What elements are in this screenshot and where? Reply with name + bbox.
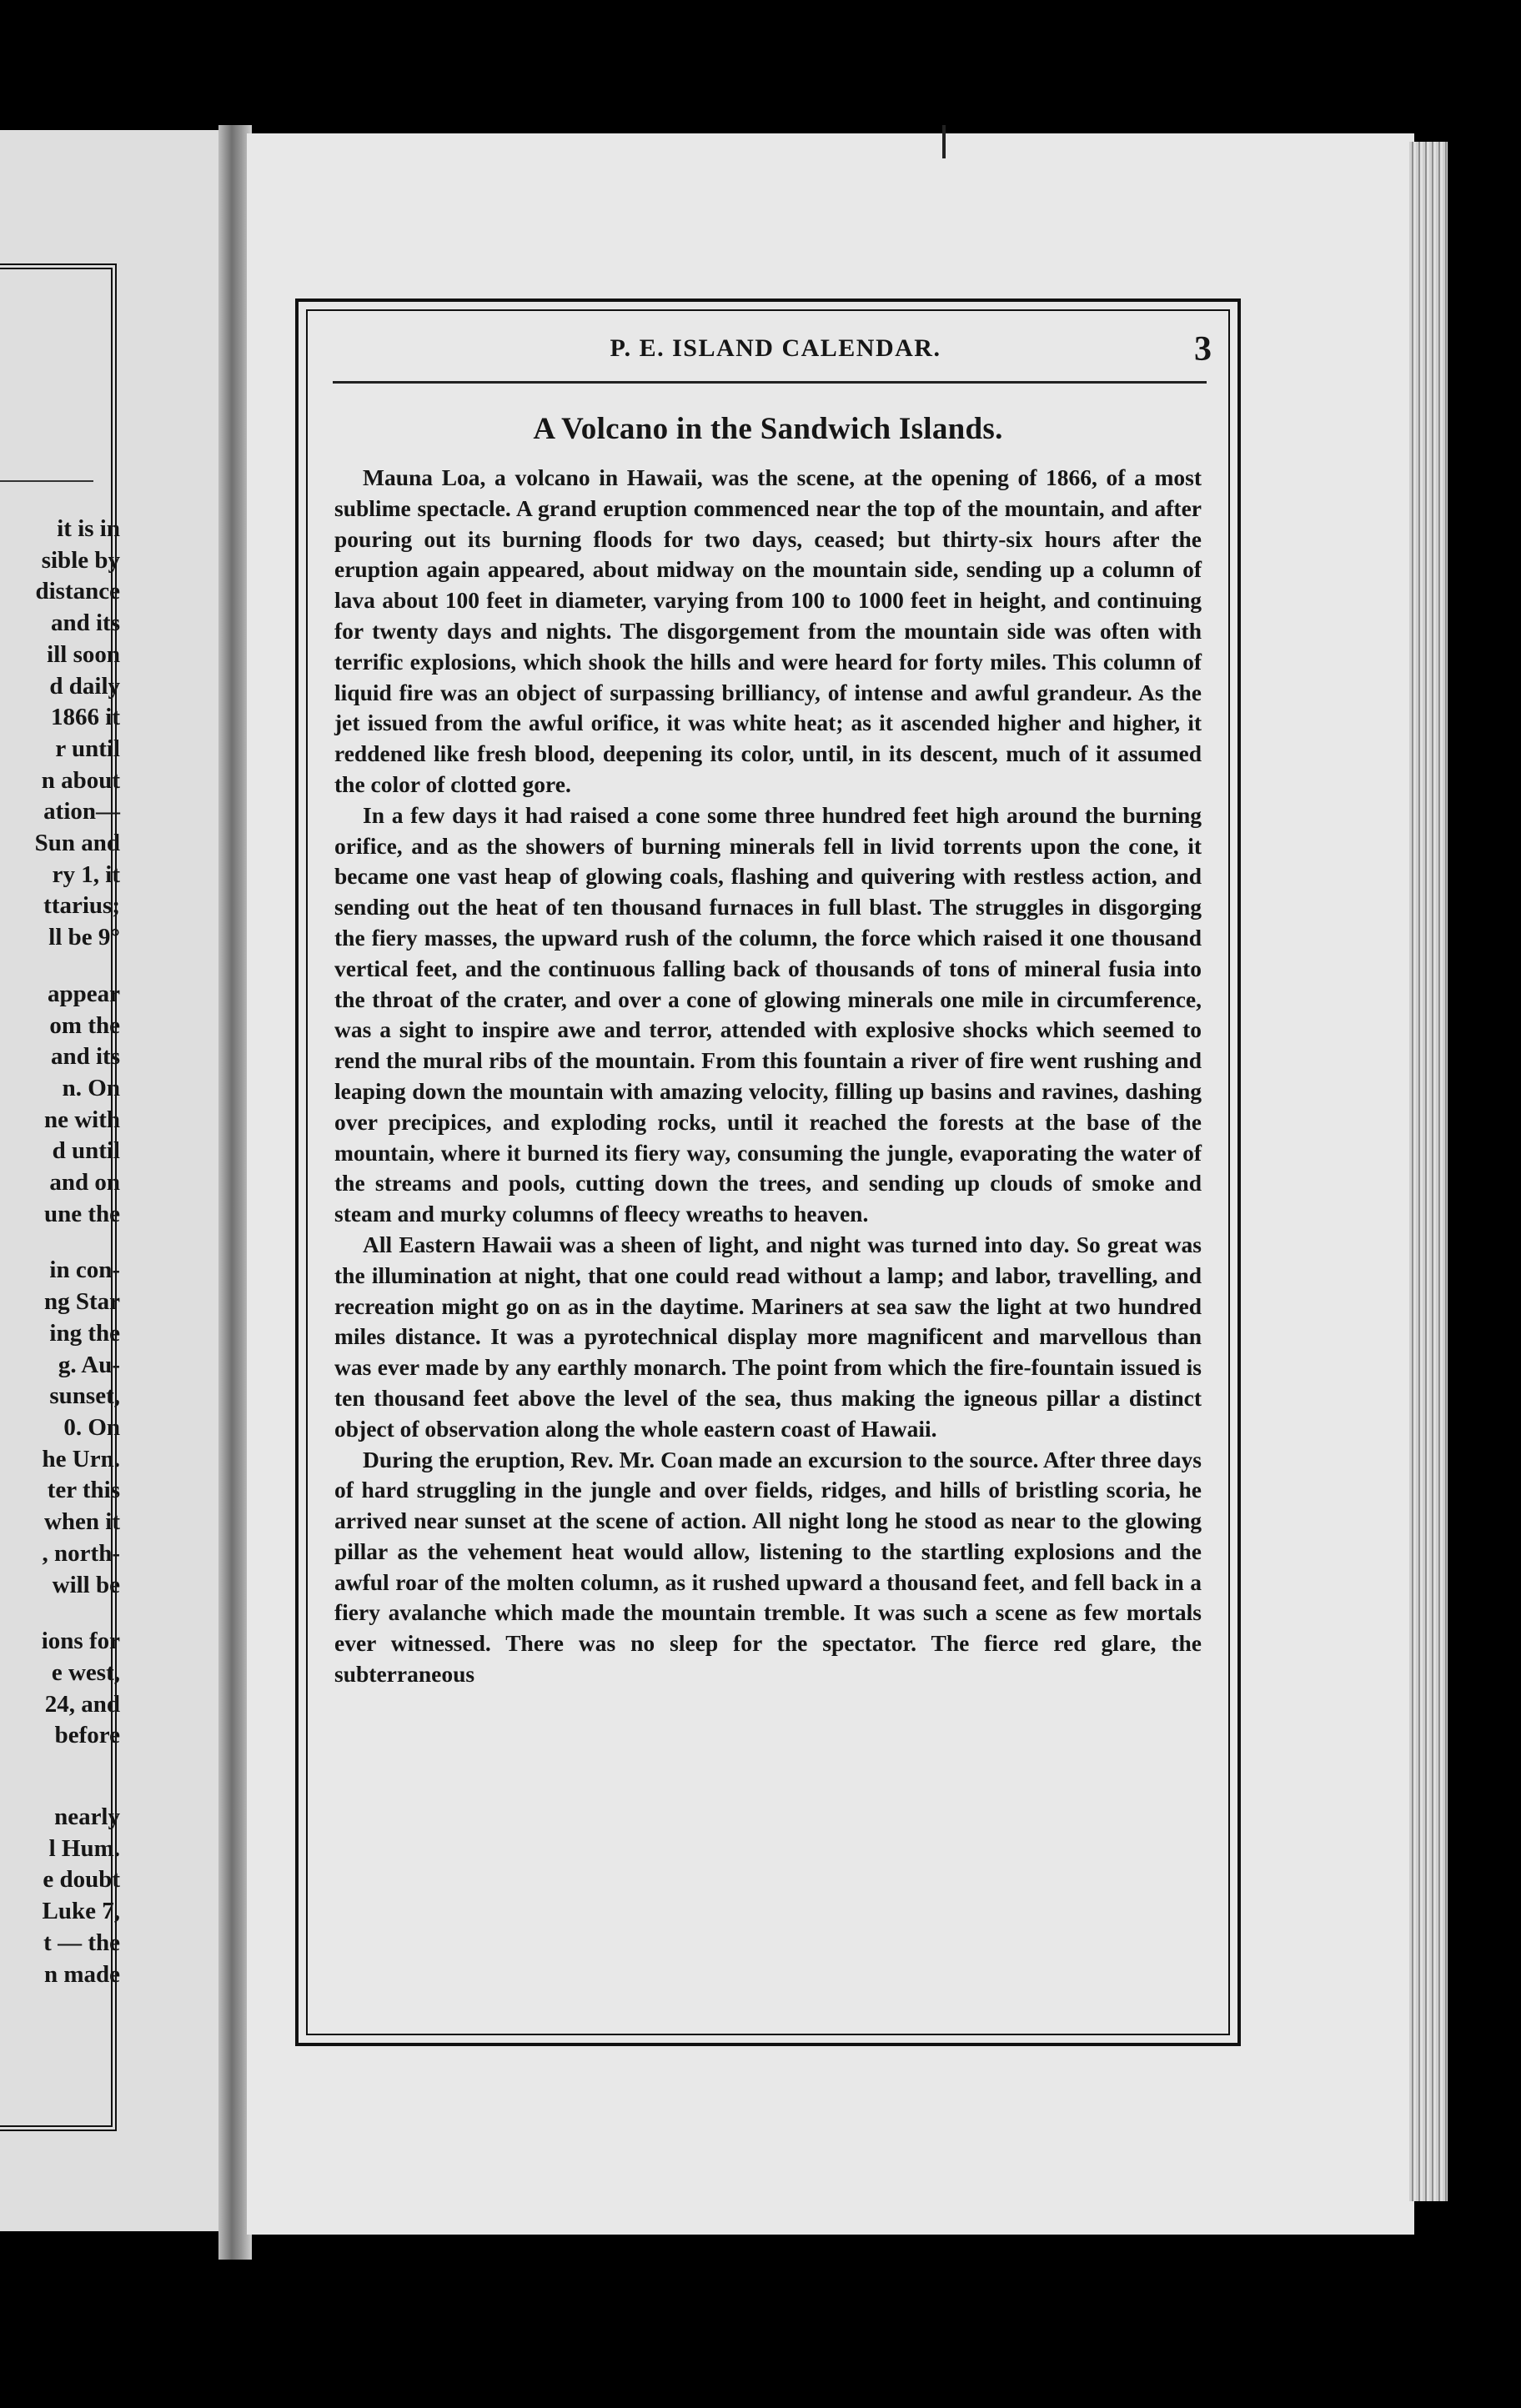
header-rule [333,381,1207,384]
page-edge [1409,142,1448,2201]
article-title: A Volcano in the Sandwich Islands. [533,412,1003,446]
left-page-line: and on [49,1169,120,1196]
left-page-line: n made [43,1960,120,1988]
left-page-line: d daily [49,672,120,700]
article-paragraph: During the eruption, Rev. Mr. Coan made an excursion to the source. After three days of hard struggling in the jungle and over fields, ridges, and hills of bristling scoria, he arrived near sunset at the scene of action. All night long he stood as near to the glowing pillar as the vehement heat would allow, listening to the startling explosions and the awful roar of the molten column, as it rushed upward a thousand feet, and fell back in a fiery avalanche which made the mountain tremble. It was such a scene as few mortals ever witnessed. There was no sleep for the spectator. The fierce red glare, the subterraneous [334,1446,1202,1688]
left-page-line: ation— [43,798,120,825]
left-page-line: n about [41,766,120,794]
left-page-text [0,514,120,1990]
left-page-line: when it [43,1508,120,1536]
left-page-line [0,954,120,979]
article-body [334,463,1202,1690]
left-page-line: 0. On [63,1413,120,1441]
left-page-line: appear [48,980,120,1007]
left-page-line: r until [55,735,120,762]
left-page-line: and its [50,610,120,637]
left-page-line: une the [43,1200,120,1227]
left-page-line: sunset, [49,1382,120,1410]
left-page-line: will be [52,1571,120,1598]
left-page-line [0,1777,120,1802]
article-paragraph: Mauna Loa, a volcano in Hawaii, was the scene, at the opening of 1866, of a most sublime spectacle. A grand eruption commenced near the top of the mountain, and after pouring out its burning floods for two days, ceased; but thirty-six hours after the eruption again appeared, about midway on the mountain side, sending up a column of lava about 100 feet in diameter, varying from 100 to 1000 feet in height, and continuing for twenty days and nights. The disgorgement from the mountain side was often with terrific explosions, which shook the hills and were heard for forty miles. This column of liquid fire was an object of surpassing brilliancy, of intense and awful grandeur. As the jet issued from the awful orifice, it was white heat; as it ascended higher and higher, it reddened like fresh blood, deepening its color, until, in its descent, much of it assumed the color of clotted gore. [334,464,1202,797]
page-frame-inner [306,309,1230,2035]
left-page-line: e doubt [43,1866,120,1894]
left-page-line: before [54,1722,120,1749]
page-number: 3 [1194,330,1212,369]
left-facing-page [0,130,218,2231]
page-mark [942,125,946,158]
left-page-line: it is in [57,515,120,542]
left-page-line: , north- [42,1539,120,1567]
left-page-line: 1866 it [51,704,120,731]
running-head [338,331,1213,369]
left-page-line: ttarius; [43,892,120,920]
left-page-line: ne with [43,1106,120,1133]
left-page-rule [0,480,93,482]
left-page-line: om the [49,1011,120,1039]
left-page-line: nearly [54,1803,120,1831]
left-page-line: ill soon [47,640,120,668]
left-page-line: ter this [47,1477,120,1504]
left-page-line [0,1601,120,1626]
left-page-line: and its [50,1043,120,1071]
left-page-line: e west, [51,1658,120,1686]
left-page-line: Luke 7, [42,1898,120,1925]
article-paragraph: All Eastern Hawaii was a sheen of light, and night was turned into day. So great was the illumination at night, that one could read without a lamp; and labor, travelling, and recreation might go on as in the daytime. Mariners at sea saw the light at two hundred miles distance. It was a pyrotechnical display more magnificent and marvellous than was ever made by any earthly monarch. The point from which the fire-fountain issued is ten thousand feet above the level of the sea, thus making the igneous pillar a distinct object of observation along the whole eastern coast of Hawaii. [334,1231,1202,1442]
left-page-line: ng Star [43,1288,120,1316]
left-page-line: in con- [49,1257,120,1284]
left-page-line: sible by [41,546,120,574]
left-page-line [0,1752,120,1777]
left-page-line: ing the [49,1319,120,1347]
page-frame [295,298,1241,2046]
left-page-line: he Urn. [42,1445,120,1472]
left-page-line: ry 1, it [52,860,120,888]
left-page-line: distance [35,578,120,605]
left-page-line: Sun and [34,830,120,857]
left-page-line [0,1230,120,1255]
left-page-line: d until [52,1137,120,1165]
left-page-line: l Hum. [48,1834,120,1862]
left-page-line: ll be 9° [48,924,120,951]
left-page-line: 24, and [44,1690,120,1718]
article-paragraph: In a few days it had raised a cone some three hundred feet high around the burning orifice, and as the showers of burning minerals fell in livid torrents upon the cone, it became one vast heap of glowing coals, flashing and quivering with restless action, and sending out the heat of ten thousand furnaces in full blast. The struggles in disgorging the fiery masses, the upward rush of the column, the force which raised it one thousand vertical feet, and the continuous falling back of thousands of tons of mineral fusia into the throat of the crater, and over a cone of glowing minerals one mile in circumference, was a sight to inspire awe and terror, attended with explosive shocks which seemed to rend the mural ribs of the mountain. From this fountain a river of fire went rushing and leaping down the mountain with amazing velocity, filling up basins and ravines, dashing over precipices, and exploding rocks, until it reached the forests at the base of the mountain, where it burned its fiery way, consuming the jungle, evaporating the water of the streams and pools, cutting down the trees, and sending up clouds of smoke and steam and murky columns of fleecy wreaths to heaven. [334,801,1202,1227]
running-head-title: P. E. ISLAND CALENDAR. [610,334,941,362]
left-page-line: g. Au- [58,1351,120,1378]
left-page-line: t — the [43,1929,120,1956]
left-page-line: ions for [41,1628,120,1655]
left-page-line: n. On [62,1074,120,1101]
